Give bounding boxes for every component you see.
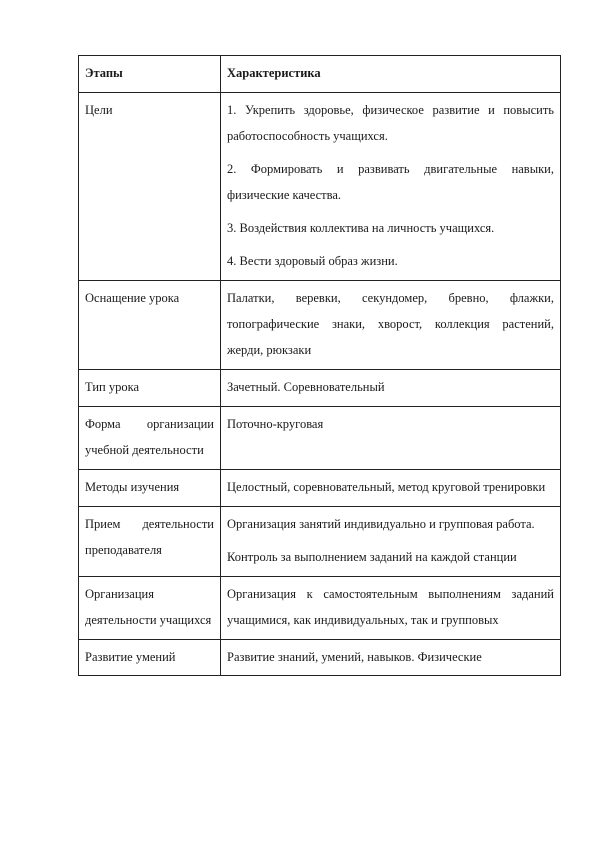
table-row	[79, 507, 561, 577]
stage-cell	[79, 640, 221, 676]
paragraph: Организация занятий индивидуально и групповая работа.	[227, 517, 535, 531]
characteristic-cell	[221, 93, 561, 281]
table-row	[79, 370, 561, 407]
characteristic-cell	[221, 640, 561, 676]
characteristic-cell	[221, 281, 561, 370]
table-row	[79, 577, 561, 640]
stage-cell: Тип урока	[79, 370, 221, 407]
characteristic-cell	[221, 370, 561, 407]
paragraph: Целостный, соревновательный, метод круговой тренировки	[227, 480, 546, 494]
stage-cell: Оснащение урока	[79, 281, 221, 370]
paragraph: Организация к самостоятельным выполнениям заданий учащимися, как индивидуальных, так и групповых	[227, 587, 554, 627]
table-row	[79, 407, 561, 470]
stage-text: Развитие умений	[85, 650, 176, 664]
stage-cell: Форма организации учебной деятельности	[79, 407, 221, 470]
paragraph: Контроль за выполнением заданий на каждой станции	[227, 550, 517, 564]
paragraph: Палатки, веревки, секундомер, бревно, флажки, топографические знаки, хворост, коллекция растений, жерди, рюкзаки	[227, 291, 554, 357]
stage-cell: Прием деятельности преподавателя	[79, 507, 221, 577]
characteristic-cell	[221, 507, 561, 577]
table-row	[79, 470, 561, 507]
paragraph: 3. Воздействия коллектива на личность учащихся.	[227, 221, 495, 235]
paragraph: Развитие знаний, умений, навыков. Физические	[227, 650, 482, 664]
table-header-row	[79, 56, 561, 93]
characteristic-cell	[221, 470, 561, 507]
table-row	[79, 281, 561, 370]
paragraph: 4. Вести здоровый образ жизни.	[227, 254, 398, 268]
paragraph: 1. Укрепить здоровье, физическое развитие и повысить работоспособность учащихся.	[227, 103, 554, 143]
characteristic-cell	[221, 407, 561, 470]
paragraph: Зачетный. Соревновательный	[227, 380, 385, 394]
stage-cell: Цели	[79, 93, 221, 281]
table-row	[79, 93, 561, 281]
stage-cell: Методы изучения	[79, 470, 221, 507]
lesson-characteristics-table	[78, 55, 561, 676]
paragraph: Поточно-круговая	[227, 417, 324, 431]
paragraph: 2. Формировать и развивать двигательные навыки, физические качества.	[227, 162, 554, 202]
table-row	[79, 640, 561, 676]
stage-cell: Организация деятельности учащихся	[79, 577, 221, 640]
header-stages: Этапы	[79, 56, 221, 93]
header-characteristic: Характеристика	[221, 56, 561, 93]
characteristic-cell	[221, 577, 561, 640]
